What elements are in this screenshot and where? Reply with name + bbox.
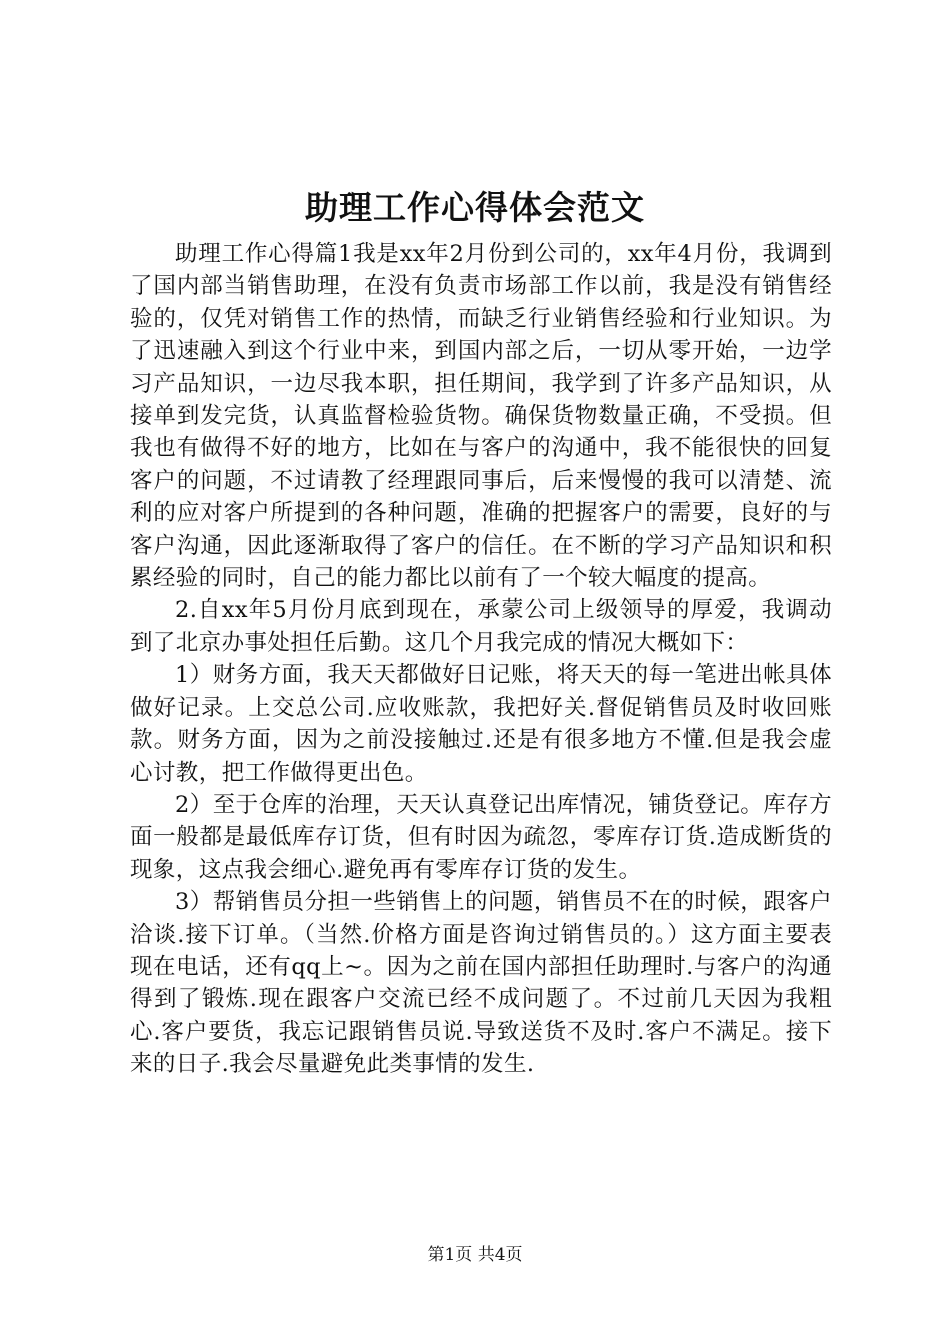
document-body	[130, 238, 832, 1081]
paragraph: 助理工作心得篇1我是xx年2月份到公司的，xx年4月份，我调到了国内部当销售助理，在没有负责市场部工作以前，我是没有销售经验的，仅凭对销售工作的热情，而缺乏行业销售经验和行业知识。为了迅速融入到这个行业中来，到国内部之后，一切从零开始，一边学习产品知识，一边尽我本职，担任期间，我学到了许多产品知识，从接单到发完货，认真监督检验货物。确保货物数量正确，不受损。但我也有做得不好的地方，比如在与客户的沟通中，我不能很快的回复客户的问题，不过请教了经理跟同事后，后来慢慢的我可以清楚、流利的应对客户所提到的各种问题，准确的把握客户的需要，良好的与客户沟通，因此逐渐取得了客户的信任。在不断的学习产品知识和积累经验的同时，自己的能力都比以前有了一个较大幅度的提高。	[130, 241, 832, 592]
paragraph: 1）财务方面，我天天都做好日记账，将天天的每一笔进出帐具体做好记录。上交总公司.应收账款，我把好关.督促销售员及时收回账款。财务方面，因为之前没接触过.还是有很多地方不懂.但是我会虚心讨教，把工作做得更出色。	[130, 662, 832, 786]
paragraph: 2.自xx年5月份月底到现在，承蒙公司上级领导的厚爱，我调动到了北京办事处担任后勤。这几个月我完成的情况大概如下：	[130, 597, 832, 656]
page-number-footer: 第1页 共4页	[427, 1245, 523, 1265]
paragraph: 2）至于仓库的治理，天天认真登记出库情况，铺货登记。库存方面一般都是最低库存订货，但有时因为疏忽，零库存订货.造成断货的现象，这点我会细心.避免再有零库存订货的发生。	[130, 791, 832, 883]
document-title: 助理工作心得体会范文	[305, 188, 645, 227]
paragraph: 3）帮销售员分担一些销售上的问题，销售员不在的时候，跟客户洽谈.接下订单。（当然.价格方面是咨询过销售员的。）这方面主要表现在电话，还有qq上~。因为之前在国内部担任助理时.与客户的沟通得到了锻炼.现在跟客户交流已经不成问题了。不过前几天因为我粗心.客户要货，我忘记跟销售员说.导致送货不及时.客户不满足。接下来的日子.我会尽量避免此类事情的发生.	[130, 889, 832, 1078]
